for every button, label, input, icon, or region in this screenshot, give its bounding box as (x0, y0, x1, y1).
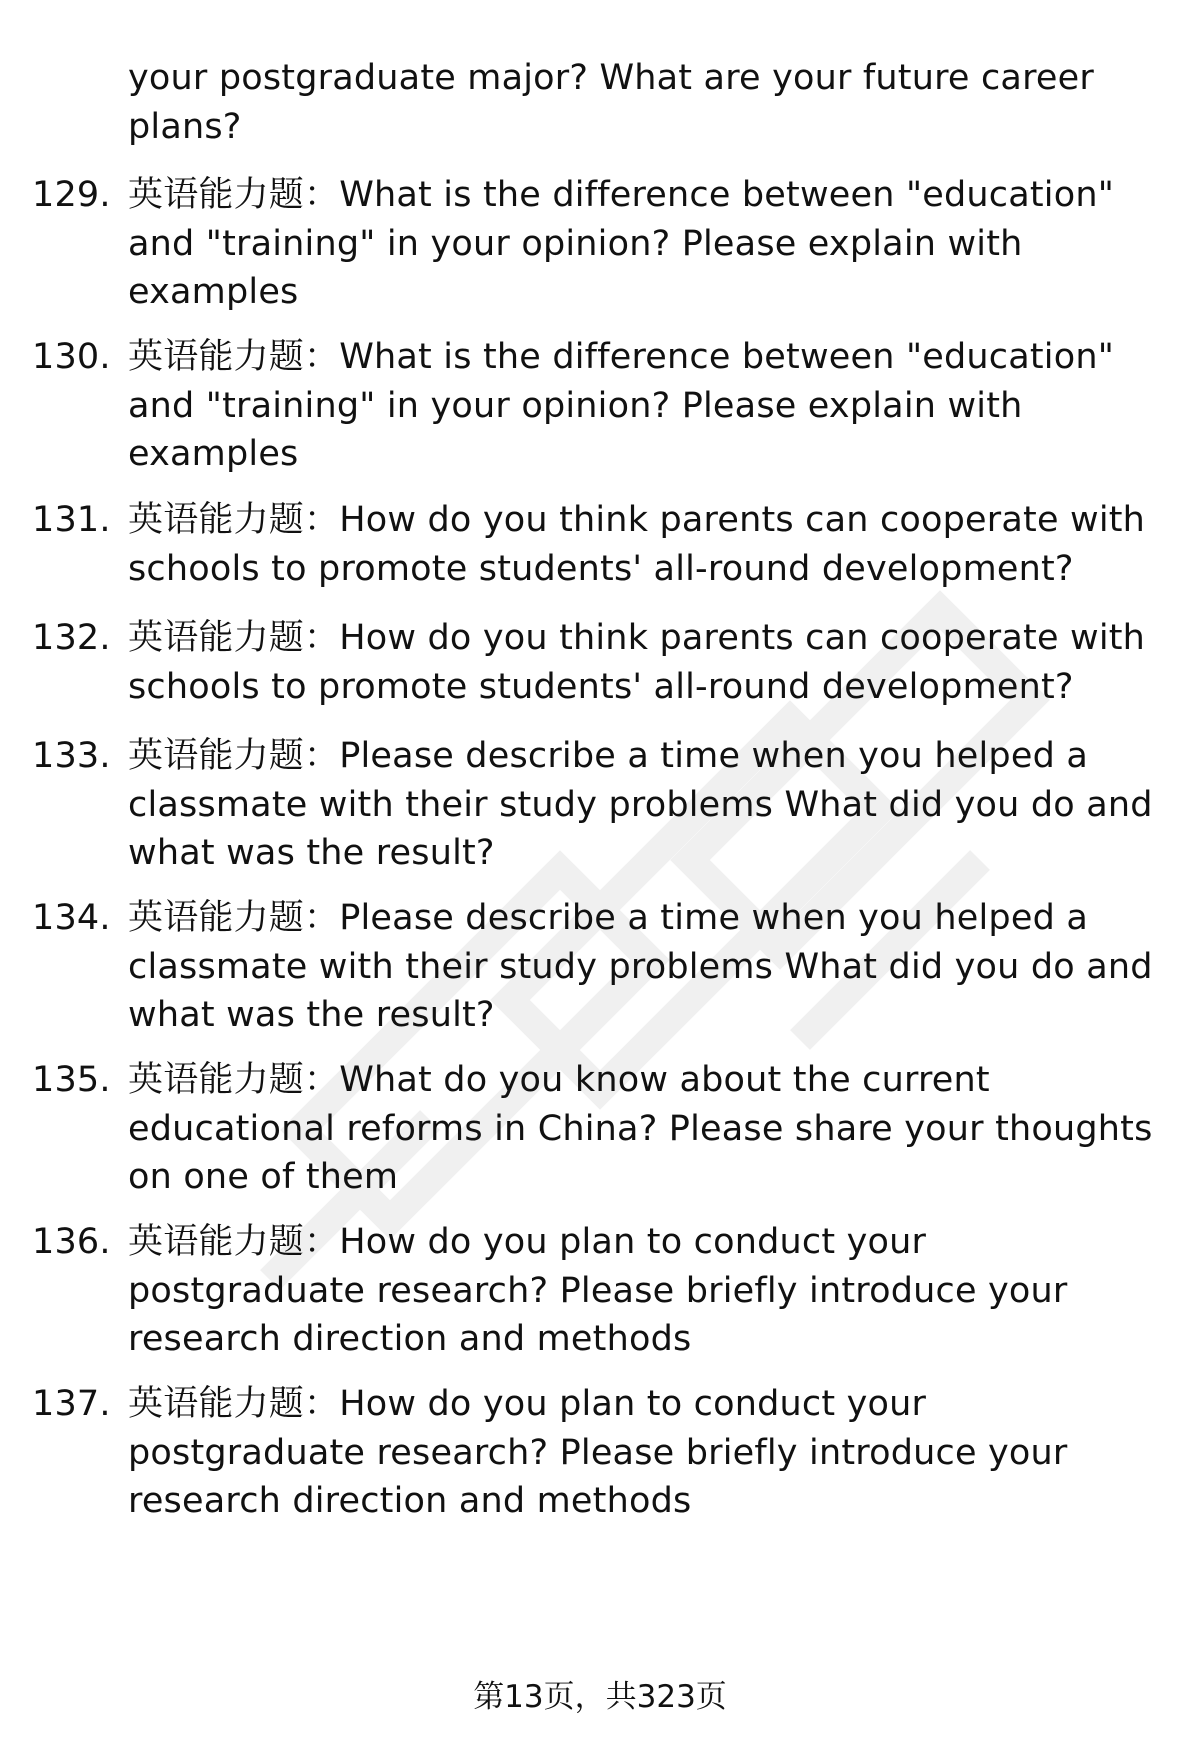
item-number: 132. (32, 618, 111, 658)
item-label: 英语能力题： (128, 1384, 340, 1424)
page-footer: 第13页，共323页 (473, 1679, 727, 1715)
item-label: 英语能力题： (128, 736, 340, 776)
item-question: What is the difference between "education" and "training" in your opinion? Please explain with examples (128, 337, 1115, 474)
item-text (128, 333, 1173, 479)
item-number: 129. (32, 175, 111, 215)
item-question: What do you know about the current educational reforms in China? Please share your thoughts on one of them (128, 1060, 1153, 1197)
item-text (128, 1380, 1173, 1526)
item-label: 英语能力题： (128, 1060, 340, 1100)
item-text (128, 894, 1173, 1040)
item-number: 133. (32, 736, 111, 776)
item-number: 131. (32, 500, 111, 540)
item-number: 136. (32, 1222, 111, 1262)
item-question: How do you plan to conduct your postgraduate research? Please briefly introduce your research direction and methods (128, 1384, 1068, 1521)
item-number: 137. (32, 1384, 111, 1424)
item-number: 134. (32, 898, 111, 938)
item-text (128, 732, 1173, 878)
item-label: 英语能力题： (128, 898, 340, 938)
item-number: 135. (32, 1060, 111, 1100)
item-question: Please describe a time when you helped a classmate with their study problems What did you do and what was the result? (128, 736, 1153, 873)
continuation-text: your postgraduate major? What are your future career plans? (128, 58, 1094, 147)
item-label: 英语能力题： (128, 500, 340, 540)
item-question: How do you plan to conduct your postgraduate research? Please briefly introduce your research direction and methods (128, 1222, 1068, 1359)
item-label: 英语能力题： (128, 175, 340, 215)
item-text (128, 1218, 1173, 1364)
item-text (128, 614, 1173, 711)
item-question: How do you think parents can cooperate with schools to promote students' all-round development? (128, 618, 1146, 707)
item-number: 130. (32, 337, 111, 377)
item-question: How do you think parents can cooperate with schools to promote students' all-round development? (128, 500, 1146, 589)
item-label: 英语能力题： (128, 337, 340, 377)
item-question: Please describe a time when you helped a classmate with their study problems What did you do and what was the result? (128, 898, 1153, 1035)
item-question: What is the difference between "education" and "training" in your opinion? Please explain with examples (128, 175, 1115, 312)
item-label: 英语能力题： (128, 1222, 340, 1262)
item-text (128, 1056, 1173, 1202)
item-text (128, 496, 1173, 593)
item-label: 英语能力题： (128, 618, 340, 658)
item-text (128, 171, 1173, 317)
